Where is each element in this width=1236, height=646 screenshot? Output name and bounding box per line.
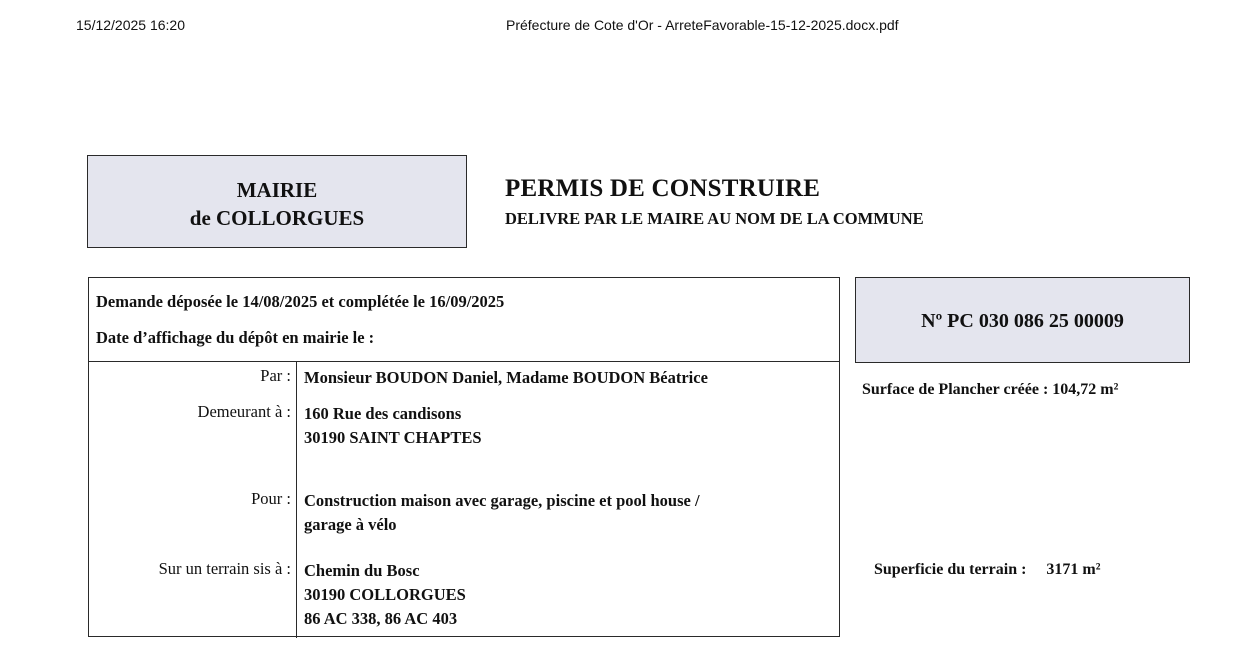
permit-number-box: Nº PC 030 086 25 00009	[855, 277, 1190, 363]
mairie-label: MAIRIE	[236, 178, 318, 202]
address-line: 30190 SAINT CHAPTES	[304, 428, 482, 447]
description-line: Construction maison avec garage, piscine et pool house /	[304, 491, 700, 510]
superficie-label: Superficie du terrain :	[874, 561, 1027, 578]
terrain-line: Chemin du Bosc	[304, 561, 420, 580]
application-details-table	[88, 277, 840, 637]
demeurant-label: Demeurant à :	[197, 402, 291, 421]
superficie-value: 3171 m²	[1046, 561, 1101, 578]
par-label: Par :	[260, 366, 291, 385]
project-description	[304, 489, 700, 537]
terrain-location	[304, 559, 466, 631]
surface-plancher: Surface de Plancher créée : 104,72 m²	[862, 381, 1119, 398]
applicant-address	[304, 402, 482, 450]
permit-title: PERMIS DE CONSTRUIRE	[505, 175, 821, 202]
terrain-label: Sur un terrain sis à :	[158, 559, 291, 578]
address-line: 160 Rue des candisons	[304, 404, 462, 423]
date-affichage: Date d’affichage du dépôt en mairie le :	[96, 328, 375, 347]
mairie-box	[87, 155, 467, 248]
pour-label: Pour :	[251, 489, 291, 508]
applicant-line: Monsieur BOUDON Daniel, Madame BOUDON Béatrice	[304, 368, 708, 387]
print-document-title: Préfecture de Cote d'Or - ArreteFavorable-15-12-2025.docx.pdf	[506, 17, 899, 33]
application-header	[89, 278, 839, 362]
terrain-line: 86 AC 338, 86 AC 403	[304, 609, 458, 628]
column-divider	[296, 362, 297, 638]
description-line: garage à vélo	[304, 515, 397, 534]
demande-deposee: Demande déposée le 14/08/2025 et complétée le 16/09/2025	[96, 292, 505, 311]
terrain-line: 30190 COLLORGUES	[304, 585, 466, 604]
permit-subtitle: DELIVRE PAR LE MAIRE AU NOM DE LA COMMUNE	[505, 209, 924, 228]
applicant-names	[304, 366, 708, 390]
print-date: 15/12/2025 16:20	[76, 17, 185, 33]
mairie-commune: de COLLORGUES	[189, 206, 365, 230]
superficie-terrain	[874, 561, 1101, 579]
